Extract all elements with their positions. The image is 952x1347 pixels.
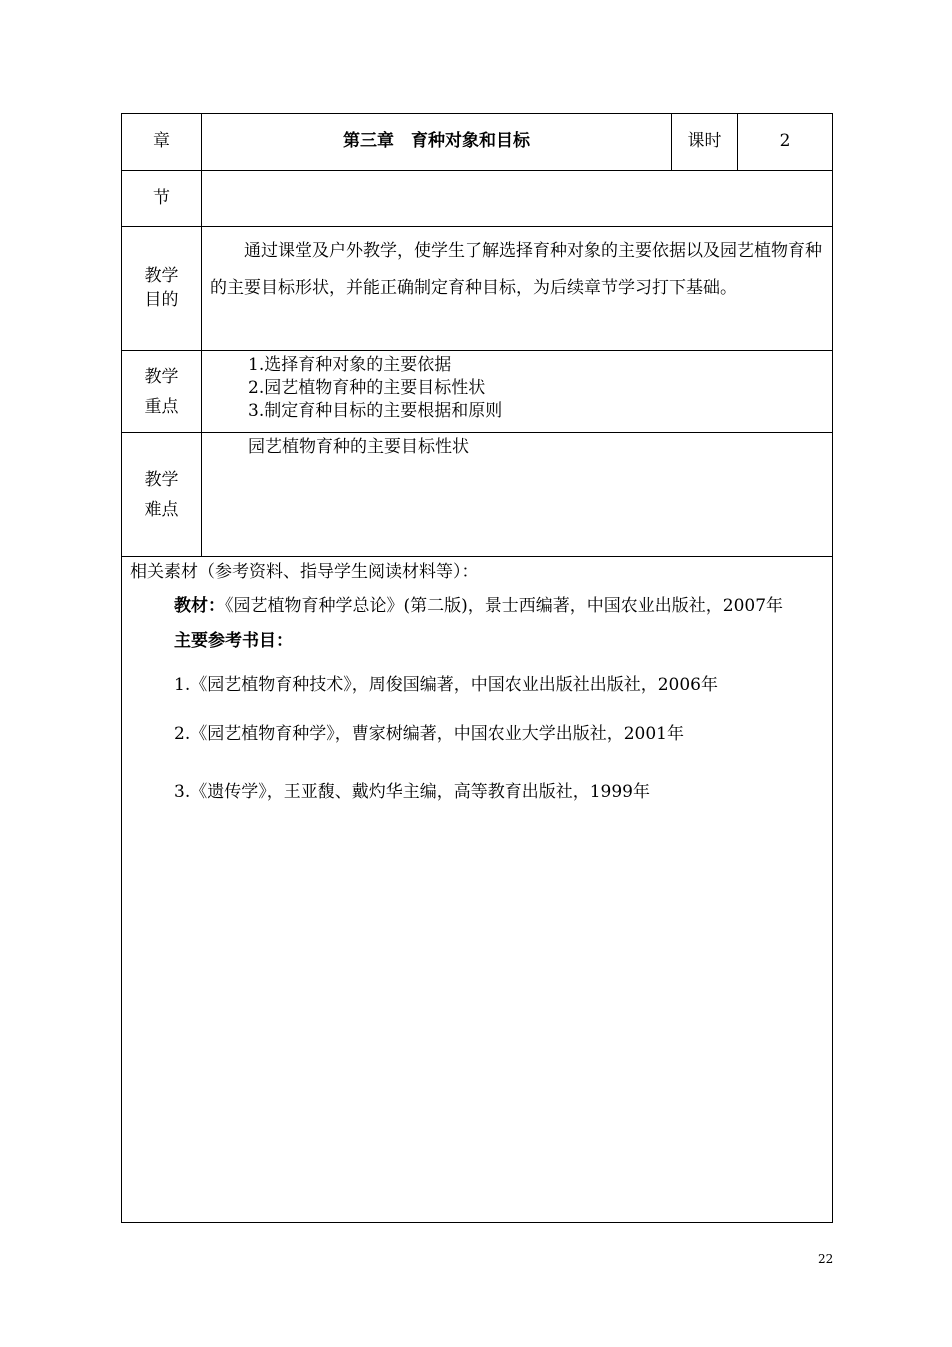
section-value bbox=[202, 171, 833, 227]
key-point-item: 1.选择育种对象的主要依据 bbox=[248, 355, 452, 375]
textbook-paragraph bbox=[130, 593, 824, 620]
materials-cell bbox=[122, 557, 833, 1223]
purpose-label-line2: 目的 bbox=[144, 289, 179, 310]
purpose-label bbox=[122, 227, 202, 351]
key-points-cell bbox=[202, 351, 833, 433]
references-title: 主要参考书目： bbox=[174, 631, 293, 651]
hours-value: 2 bbox=[738, 114, 833, 171]
reference-item: 3.《遗传学》，王亚馥、戴灼华主编，高等教育出版社，1999年 bbox=[174, 782, 650, 803]
section-row bbox=[122, 171, 833, 227]
key-points-row bbox=[122, 351, 833, 433]
key-point-item: 2.园艺植物育种的主要目标性状 bbox=[248, 378, 486, 398]
difficulties-row bbox=[122, 433, 833, 557]
difficulties-label bbox=[122, 433, 202, 557]
purpose-label-line1: 教学 bbox=[144, 265, 179, 286]
reference-item: 1.《园艺植物育种技术》，周俊国编著，中国农业出版社出版社，2006年 bbox=[174, 674, 718, 695]
hours-label: 课时 bbox=[672, 114, 738, 171]
materials-row bbox=[122, 557, 833, 1223]
difficulties-text: 园艺植物育种的主要目标性状 bbox=[202, 433, 833, 557]
page-number: 22 bbox=[818, 1252, 834, 1266]
purpose-row bbox=[122, 227, 833, 351]
purpose-cell bbox=[202, 227, 833, 351]
reference-item: 2.《园艺植物育种学》，曹家树编著，中国农业大学出版社，2001年 bbox=[174, 723, 684, 744]
key-point-item: 3.制定育种目标的主要根据和原则 bbox=[248, 401, 503, 421]
key-points-label-line1: 教学 bbox=[144, 366, 179, 387]
chapter-row bbox=[122, 114, 833, 171]
chapter-title: 第三章 育种对象和目标 bbox=[202, 114, 672, 171]
difficulties-label-line1: 教学 bbox=[144, 469, 179, 490]
purpose-text: 通过课堂及户外教学，使学生了解选择育种对象的主要依据以及园艺植物育种的主要目标形状，并能正确制定育种目标，为后续章节学习打下基础。 bbox=[210, 241, 822, 298]
difficulties-label-line2: 难点 bbox=[144, 499, 179, 520]
textbook-label: 教材： bbox=[174, 596, 225, 616]
textbook-text: 《园艺植物育种学总论》(第二版)，景士西编著，中国农业出版社，2007年 bbox=[225, 596, 784, 616]
section-label: 节 bbox=[122, 171, 202, 227]
materials-header: 相关素材（参考资料、指导学生阅读材料等）： bbox=[130, 562, 479, 582]
lesson-plan-table bbox=[121, 113, 833, 1223]
key-points-label bbox=[122, 351, 202, 433]
chapter-label: 章 bbox=[122, 114, 202, 171]
key-points-label-line2: 重点 bbox=[144, 396, 179, 417]
